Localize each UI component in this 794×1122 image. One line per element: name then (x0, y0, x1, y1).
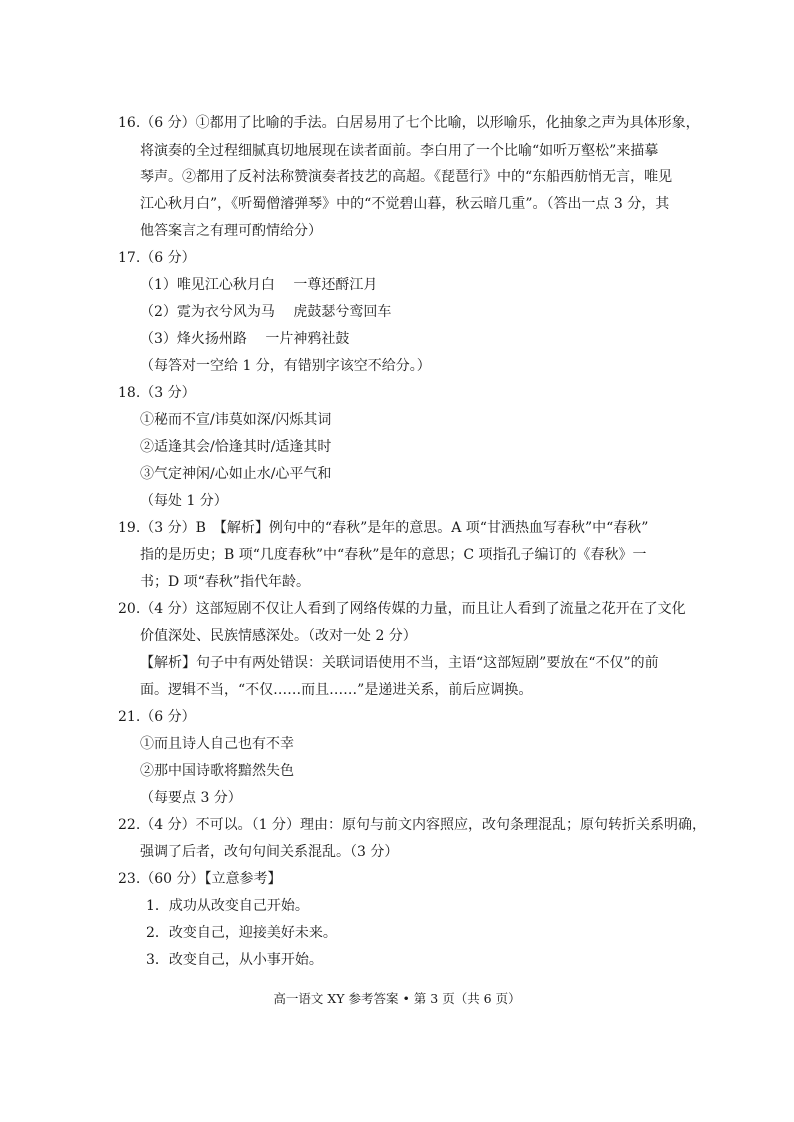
q16-line-2: 将演奏的全过程细腻真切地展现在读者面前。李白用了一个比喻“如听万壑松”来描摹 (140, 143, 659, 159)
q23-heading: 23.（60 分）【立意参考】 (118, 871, 282, 887)
q19-line-1: 19.（3 分）B 【解析】例句中的“春秋”是年的意思。A 项“甘洒热血写春秋”中“春秋” (118, 520, 649, 536)
q17-heading: 17.（6 分） (118, 250, 196, 266)
q19-line-2: 指的是历史；B 项“几度春秋”中“春秋”是年的意思；C 项指孔子编订的《春秋》一 (140, 547, 647, 563)
q20-line-2: 价值深处、民族情感深处。（改对一处 2 分） (140, 628, 417, 644)
q23-idea-1: 1．成功从改变自己开始。 (146, 898, 309, 914)
q17-answer-3: （3）烽火扬州路 一片神鸦社鼓 (140, 331, 350, 347)
q21-answer-2: ②那中国诗歌将黯然失色 (140, 763, 294, 779)
q21-heading: 21.（6 分） (118, 709, 196, 725)
q17-scoring-note: （每答对一空给 1 分，有错别字该空不给分。） (140, 358, 431, 374)
q18-answer-3: ③气定神闲/心如止水/心平气和 (140, 466, 332, 482)
q18-heading: 18.（3 分） (118, 385, 196, 401)
q21-scoring-note: （每要点 3 分） (140, 790, 242, 806)
q18-answer-2: ②适逢其会/恰逢其时/适逢其时 (140, 439, 332, 455)
q16-line-3: 琴声。②都用了反衬法称赞演奏者技艺的高超。《琵琶行》中的“东船西舫悄无言，唯见 (140, 169, 673, 185)
page-footer: 高一语文 XY 参考答案 • 第 3 页（共 6 页） (273, 991, 521, 1006)
q17-answer-1: （1）唯见江心秋月白 一尊还酹江月 (140, 277, 378, 293)
q16-line-1: 16.（6 分）①都用了比喻的手法。白居易用了七个比喻，以形喻乐，化抽象之声为具体形象， (118, 115, 700, 131)
q18-answer-1: ①秘而不宣/讳莫如深/闪烁其词 (140, 412, 332, 428)
q20-line-3: 【解析】句子中有两处错误：关联词语使用不当，主语“这部短剧”要放在“不仅”的前 (140, 655, 659, 671)
q19-line-3: 书；D 项“春秋”指代年龄。 (140, 574, 310, 590)
q17-answer-2: （2）霓为衣兮风为马 虎鼓瑟兮鸾回车 (140, 304, 392, 320)
q21-answer-1: ①而且诗人自己也有不幸 (140, 736, 294, 752)
q20-line-1: 20.（4 分）这部短剧不仅让人看到了网络传媒的力量，而且让人看到了流量之花开在了文化 (118, 601, 686, 617)
q22-line-2: 强调了后者，改句句间关系混乱。（3 分） (140, 844, 399, 860)
q22-line-1: 22.（4 分）不可以。（1 分）理由：原句与前文内容照应，改句条理混乱；原句转折关系明确， (118, 817, 706, 833)
q23-idea-3: 3．改变自己，从小事开始。 (146, 952, 323, 968)
q16-line-4: 江心秋月白”，《听蜀僧濬弹琴》中的“不觉碧山暮，秋云暗几重”。（答出一点 3 分，其 (140, 196, 670, 212)
q23-idea-2: 2．改变自己，迎接美好未来。 (146, 925, 337, 941)
q16-line-5: 他答案言之有理可酌情给分） (140, 223, 322, 239)
q20-line-4: 面。逻辑不当，“不仅……而且……”是递进关系，前后应调换。 (140, 682, 533, 698)
q18-scoring-note: （每处 1 分） (140, 493, 228, 509)
